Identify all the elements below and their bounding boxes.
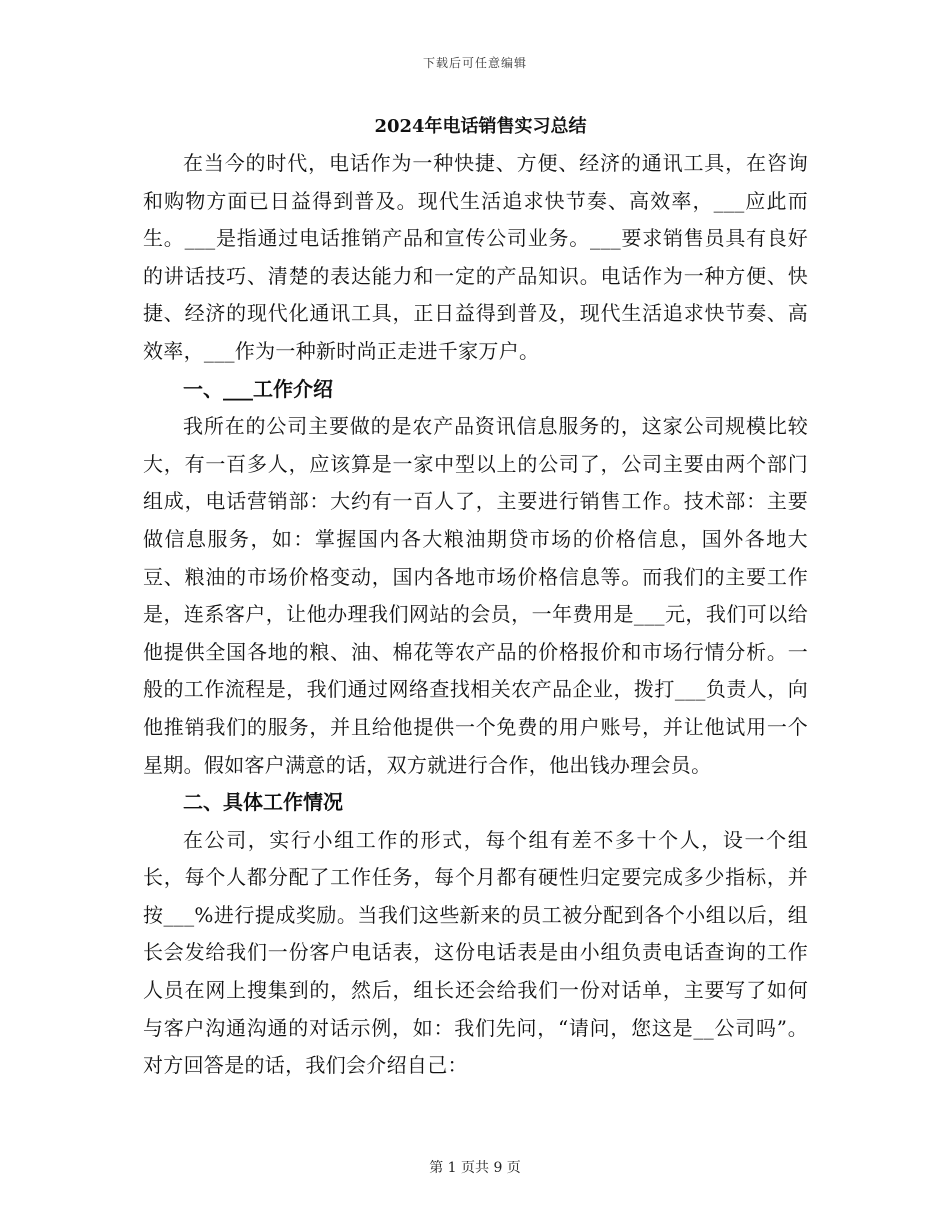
page-header: 下载后可任意编辑 — [422, 56, 527, 70]
work-intro-paragraph: 我所在的公司主要做的是农产品资讯信息服务的，这家公司规模比较大，有一百多人，应该算是一家中型以上的公司了，公司主要由两个部门组成，电话营销部：大约有一百人了，主要进行销售工作。技术部：主要做信息服务，如：掌握国内各大粮油期贷市场的价格信息，国外各地大豆、粮油的市场价格变动，国内各地市场价格信息等。而我们的主要工作是，连系客户，让他办理我们网站的会员，一年费用是___元，我们可以给他提供全国各地的粮、油、棉花等农产品的价格报价和市场行情分析。一般的工作流程是，我们通过网络查找相关农产品企业，拨打___负责人，向他推销我们的服务，并且给他提供一个免费的用户账号，并让他试用一个星期。假如客户满意的话，双方就进行合作，他出钱办理会员。 — [143, 414, 808, 777]
document-body — [143, 112, 808, 1085]
page-footer: 第 1 页共 9 页 — [429, 1160, 521, 1176]
section-heading-work-details: 二、具体工作情况 — [183, 790, 343, 815]
section-heading-work-intro: 一、___工作介绍 — [183, 376, 333, 401]
document-title: 2024年电话销售实习总结 — [374, 116, 587, 137]
intro-paragraph: 在当今的时代，电话作为一种快捷、方便、经济的通讯工具，在咨询和购物方面已日益得到普及。现代生活追求快节奏、高效率，___应此而生。___是指通过电话推销产品和宣传公司业务。___要求销售员具有良好的讲话技巧、清楚的表达能力和一定的产品知识。电话作为一种方便、快捷、经济的现代化通讯工具，正日益得到普及，现代生活追求快节奏、高效率，___作为一种新时尚正走进千家万户。 — [143, 151, 808, 363]
work-details-paragraph: 在公司，实行小组工作的形式，每个组有差不多十个人，设一个组长，每个人都分配了工作任务，每个月都有硬性归定要完成多少指标，并按___%进行提成奖励。当我们这些新来的员工被分配到各个小组以后，组长会发给我们一份客户电话表，这份电话表是由小组负责电话查询的工作人员在网上搜集到的，然后，组长还会给我们一份对话单，主要写了如何与客户沟通沟通的对话示例，如：我们先问，“请问，您这是__公司吗”。对方回答是的话，我们会介绍自己： — [143, 827, 808, 1078]
